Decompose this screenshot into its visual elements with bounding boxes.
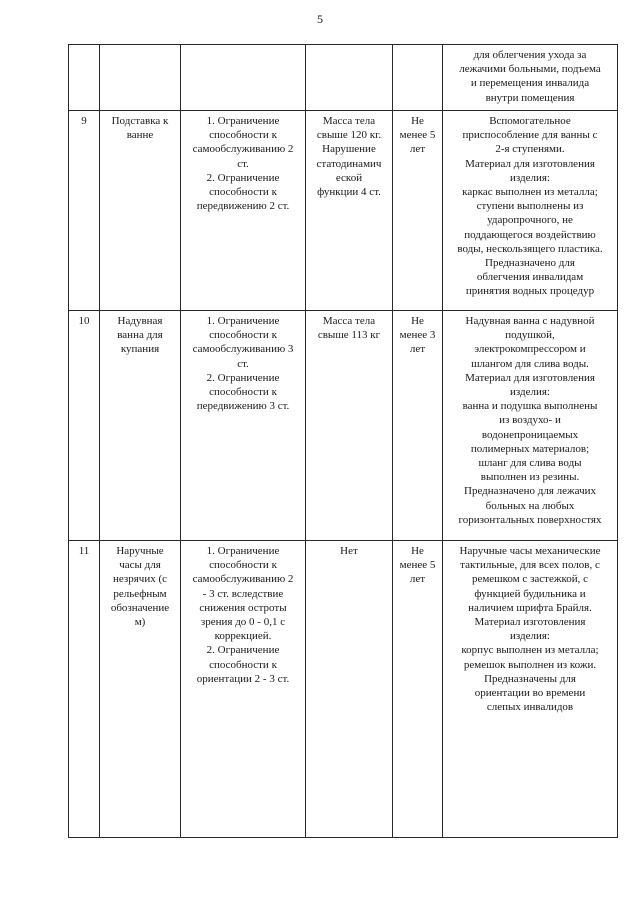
cell-line: изделия: [509,171,550,184]
cell-line: способности к [209,386,277,399]
cell-line: еской [335,171,363,184]
cell-line: функцией будильника и [474,587,586,600]
cell-number: 11 [69,541,100,838]
cell-line: передвижению 3 ст. [196,400,290,413]
cell-line: слепых инвалидов [486,701,574,714]
cell-line: ванна для [117,329,163,342]
cell-line: Предназначено для [485,257,575,270]
cell-line: Материал для изготовления [465,157,595,170]
cell-line: каркас выполнен из металла; [462,186,598,199]
cell-line: Масса тела [322,315,376,327]
cell-line: поддающегося воздействию [464,228,596,241]
cell-line: 1. Ограничение [206,115,280,127]
cell-line: свыше 113 кг [317,329,381,342]
cell-line: ориентации во времени [474,687,586,700]
cell-line: Наручные часы механические [459,545,601,557]
cell-line: способности к [209,658,277,671]
cell-line: приспособление для ванны с [462,129,598,142]
products-table [68,44,618,838]
cell-line: облегчения инвалидам [476,271,584,284]
cell-line: - 3 ст. вследствие [202,587,284,600]
cell-line: шлангом для слива воды. [471,357,589,370]
page-number: 5 [317,12,323,26]
cell-contraindications [306,45,393,111]
cell-line: больных на любых [485,499,575,512]
cell-term [393,311,443,541]
cell-line: незрячих (с [112,573,168,586]
cell-line: корпус выполнен из металла; [461,644,599,657]
cell-line: лет [409,343,426,356]
cell-line: лет [409,143,426,156]
cell-line: способности к [209,129,277,142]
cell-line: 2. Ограничение [206,371,280,384]
cell-line: функции 4 ст. [317,186,381,199]
cell-line: воды, нескользящего пластика. [457,242,603,255]
cell-line: рельефным [113,587,167,600]
cell-line: 2-я ступенями. [495,143,565,156]
cell-line: коррекцией. [214,630,272,643]
cell-description [443,45,618,111]
cell-line: Не [411,545,424,557]
cell-line: часы для [119,559,161,572]
cell-line: менее 5 [399,129,436,142]
cell-line: Не [411,115,424,127]
cell-line: внутри помещения [485,91,575,104]
cell-line: лет [409,573,426,586]
cell-line: самообслуживанию 3 [192,343,294,356]
cell-line: для облегчения ухода за [473,49,587,61]
cell-line: электрокомпрессором и [474,343,586,356]
cell-line: свыше 120 кг. [316,129,382,142]
cell-line: способности к [209,559,277,572]
cell-line: Не [411,315,424,327]
cell-line: ванна и подушка выполнены [462,400,598,413]
cell-term [393,541,443,838]
cell-line: выполнен из резины. [480,471,580,484]
table-body [69,45,618,838]
cell-term [393,111,443,311]
cell-restrictions [181,311,306,541]
cell-number: 9 [69,111,100,311]
cell-restrictions [181,541,306,838]
cell-line: обозначение [110,601,170,614]
cell-contraindications [306,541,393,838]
cell-line: передвижению 2 ст. [196,200,290,213]
cell-line: лежачими больными, подъема [459,63,601,76]
cell-line: ориентации 2 - 3 ст. [196,672,290,685]
cell-line: Вспомогательное [489,115,571,127]
cell-number [69,45,100,111]
cell-contraindications [306,311,393,541]
table-row [69,45,618,111]
cell-name [100,311,181,541]
cell-line: самообслуживанию 2 [192,573,294,586]
cell-line: ударопрочного, не [487,214,573,227]
cell-line: 1. Ограничение [206,315,280,327]
cell-line: ступени выполнены из [476,200,584,213]
cell-restrictions [181,45,306,111]
cell-line: водонепроницаемых [481,428,579,441]
cell-contraindications [306,111,393,311]
cell-line: горизонтальных поверхностях [458,513,602,526]
cell-line: зрения до 0 - 0,1 с [200,616,286,629]
cell-line: Предназначены для [484,672,576,685]
cell-line: Материал изготовления [474,616,586,629]
cell-line: Надувная [117,315,163,327]
cell-line: Нарушение [322,143,376,156]
cell-line: Предназначено для лежачих [464,485,596,498]
table-row [69,311,618,541]
cell-name [100,541,181,838]
cell-line: полимерных материалов; [470,442,590,455]
cell-line: Подставка к [111,115,169,127]
cell-line: ремешок выполнен из кожи. [463,658,597,671]
cell-line: и перемещения инвалида [470,77,590,90]
cell-line: статодинамич [316,157,382,170]
cell-line: изделия: [509,630,550,643]
cell-line: ванне [126,129,154,142]
cell-line: Масса тела [322,115,376,127]
cell-line: снижения остроты [199,601,287,614]
cell-line: 2. Ограничение [206,644,280,657]
cell-line: Нет [340,545,358,557]
cell-line: шланг для слива воды [478,457,582,470]
cell-line: изделия: [509,386,550,399]
table-row [69,541,618,838]
cell-restrictions [181,111,306,311]
cell-line: из воздухо- и [499,414,561,427]
cell-description [443,111,618,311]
cell-line: Материал для изготовления [465,371,595,384]
cell-line: ремешком с застежкой, с [471,573,589,586]
cell-line: наличием шрифта Брайля. [468,601,592,614]
cell-line: принятия водных процедур [465,285,595,298]
cell-line: менее 5 [399,559,436,572]
cell-description [443,541,618,838]
table-row [69,111,618,311]
cell-line: подушкой, [505,329,555,342]
cell-line: способности к [209,329,277,342]
cell-name [100,111,181,311]
cell-line: 2. Ограничение [206,171,280,184]
cell-line: 1. Ограничение [206,545,280,557]
cell-line: ст. [237,357,249,370]
cell-term [393,45,443,111]
cell-line: купания [120,343,160,356]
cell-line: способности к [209,186,277,199]
cell-line: ст. [237,157,249,170]
cell-line: тактильные, для всех полов, с [460,559,600,572]
cell-name [100,45,181,111]
cell-description [443,311,618,541]
cell-number: 10 [69,311,100,541]
cell-line: менее 3 [399,329,436,342]
cell-line: Надувная ванна с надувной [465,315,595,327]
cell-line: самообслуживанию 2 [192,143,294,156]
cell-line: м) [134,616,146,629]
cell-line: Наручные [116,545,164,557]
